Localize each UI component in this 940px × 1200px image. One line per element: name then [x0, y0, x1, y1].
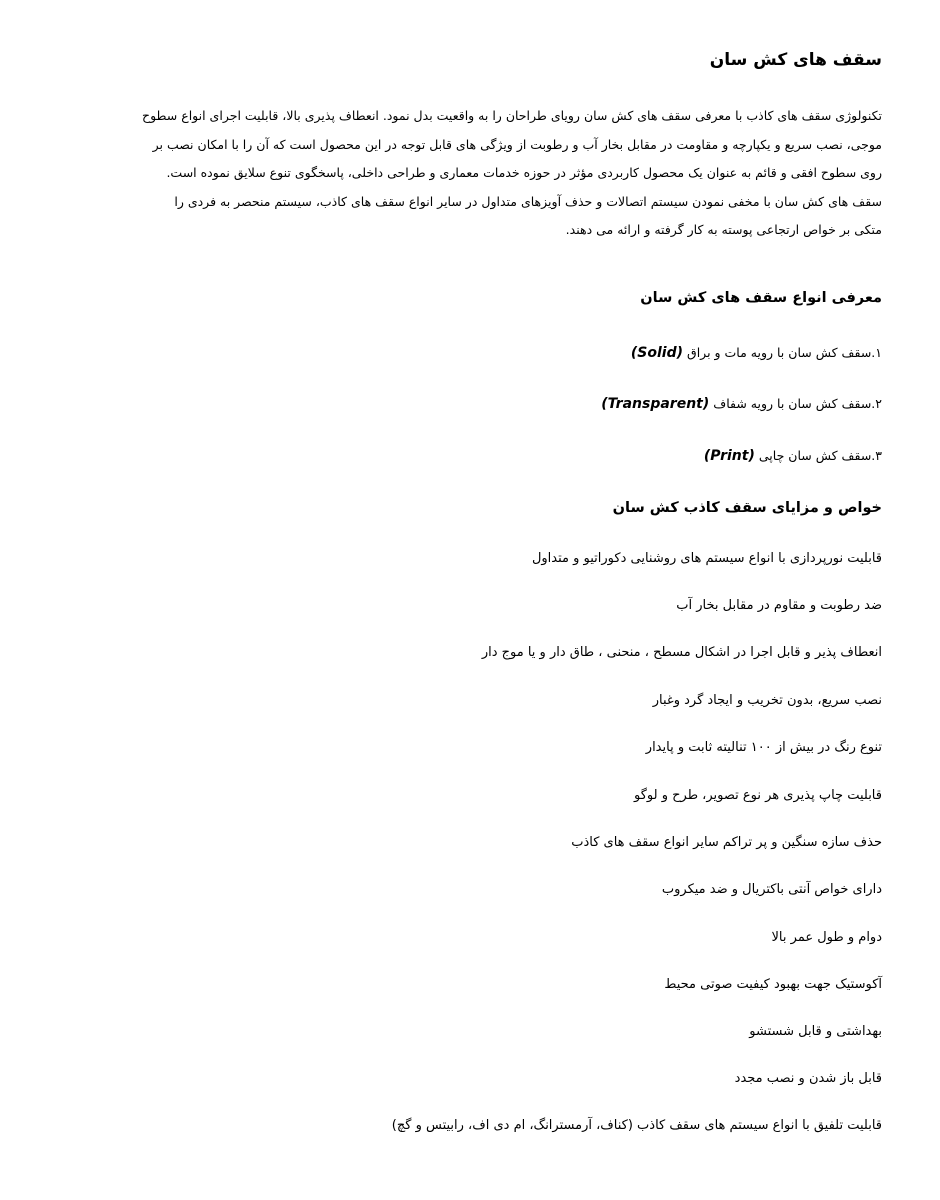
type-item-en: (Transparent) [601, 396, 710, 412]
type-item [601, 396, 882, 412]
feature-item: دوام و طول عمر بالا [771, 930, 882, 945]
feature-item: قابلیت چاپ پذیری هر نوع تصویر، طرح و لوگو [634, 788, 882, 803]
feature-item: انعطاف پذیر و قابل اجرا در اشکال مسطح ، منحنی ، طاق دار و یا موج دار [481, 645, 882, 660]
features-heading: خواص و مزایای سقف کاذب کش سان [612, 500, 882, 516]
feature-item: آکوستیک جهت بهبود کیفیت صوتی محیط [664, 977, 882, 992]
type-item-text: ۳.سقف کش سان چاپی [758, 448, 882, 463]
page-title: سقف های کش سان [709, 50, 882, 70]
feature-item: بهداشتی و قابل شستشو [749, 1024, 882, 1039]
feature-item: نصب سریع، بدون تخریب و ایجاد گرد وغبار [652, 693, 882, 708]
feature-item: دارای خواص آنتی باکتریال و ضد میکروب [661, 882, 882, 897]
intro-line: تکنولوژی سقف های کاذب با معرفی سقف های کش سان رویای طراحان را به واقعیت بدل نمود. انعطاف پذیری بالا، قابلیت اجرای انواع سطوح [142, 108, 882, 123]
feature-item: قابلیت نورپردازی با انواع سیستم های روشنایی دکوراتیو و متداول [531, 551, 882, 566]
type-item-en: (Print) [703, 448, 755, 464]
intro-line: متکی بر خواص ارتجاعی پوسته به کار گرفته و ارائه می دهند. [565, 222, 882, 237]
feature-item: تنوع رنگ در بیش از ۱۰۰ تنالیته ثابت و پایدار [645, 740, 882, 755]
type-item-text: ۲.سقف کش سان با رویه شفاف [713, 396, 882, 411]
feature-item: قابل باز شدن و نصب مجدد [734, 1071, 882, 1086]
type-item [631, 345, 882, 361]
types-heading: معرفی انواع سقف های کش سان [640, 290, 882, 306]
intro-line: موجی، نصب سریع و یکپارچه و مقاومت در مقابل بخار آب و رطوبت از ویژگی های قابل توجه در این محصول است که آن را با امکان نصب بر [152, 136, 882, 152]
feature-item: ضد رطوبت و مقاوم در مقابل بخار آب [676, 598, 882, 613]
type-item-text: ۱.سقف کش سان با رویه مات و براق [687, 345, 882, 360]
type-item-en: (Solid) [630, 345, 684, 361]
intro-paragraph [60, 102, 882, 245]
intro-line: سقف های کش سان با مخفی نمودن سیستم اتصالات و حذف آویزهای متداول در سایر انواع سقف های کاذب، سیستم منحصر به فردی را [174, 193, 882, 209]
type-item [704, 448, 882, 464]
intro-line: روی سطوح افقی و قائم به عنوان یک محصول کاربردی مؤثر در حوزه خدمات معماری و طراحی داخلی، پاسخگوی تنوع سلایق نموده است. [166, 165, 882, 180]
feature-item: قابلیت تلفیق با انواع سیستم های سقف کاذب (کناف، آرمسترانگ، ام دی اف، رابیتس و گچ) [391, 1118, 882, 1133]
feature-item: حذف سازه سنگین و پر تراکم سایر انواع سقف های کاذب [571, 835, 882, 850]
